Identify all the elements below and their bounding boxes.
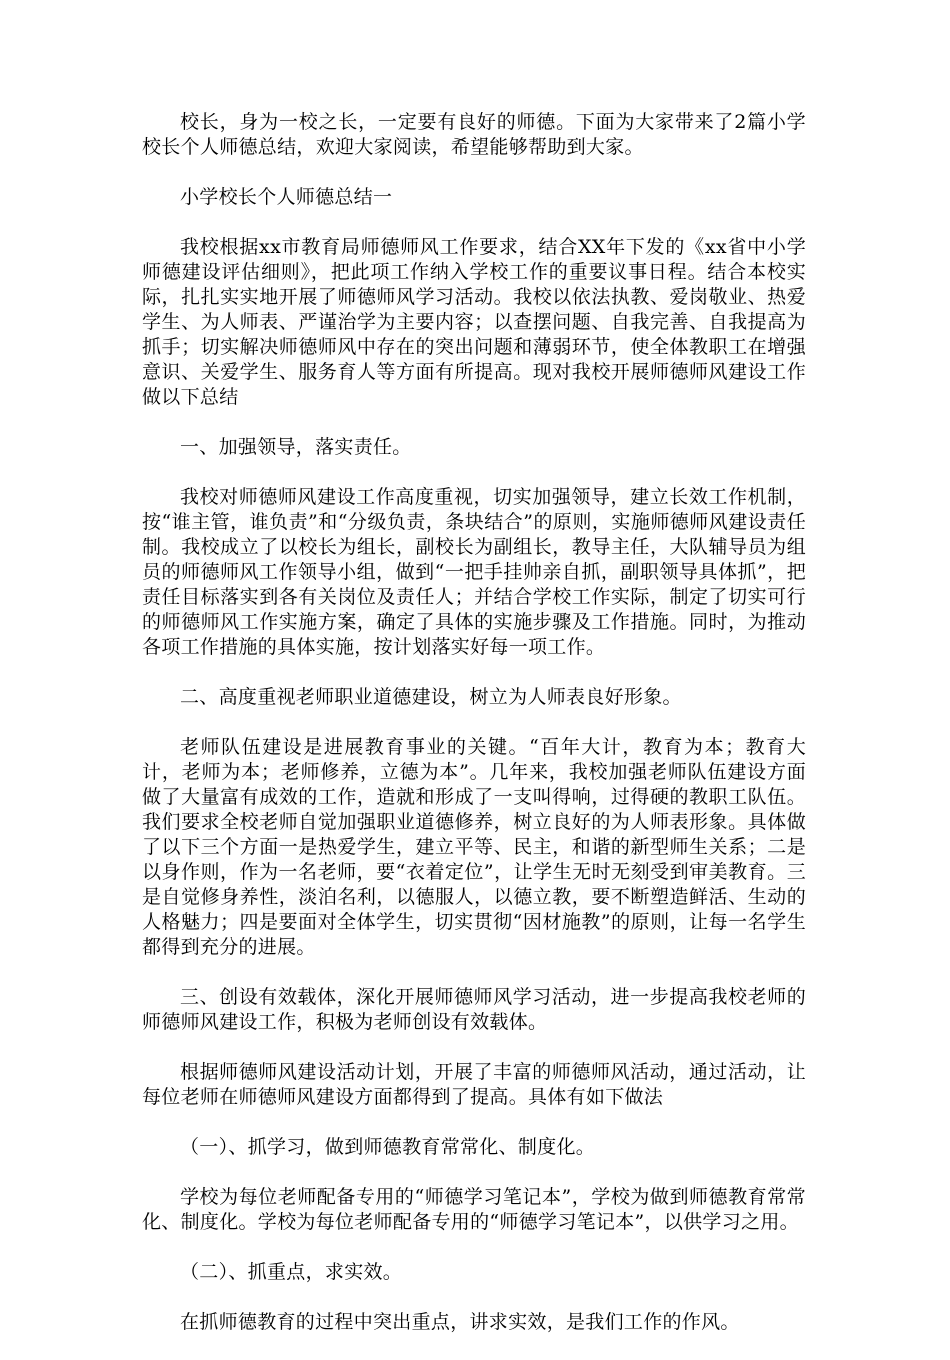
subsection-heading-1: （一）、抓学习，做到师德教育常常化、制度化。	[180, 1136, 596, 1158]
body-paragraph: 我校对师德师风建设工作高度重视，切实加强领导，建立长效工作机制，按“谁主管，谁负责”和“分级负责，条块结合”的原则，实施师德师风建设责任制。我校成立了以校长为组长，副校长为副组长，教导主任，大队辅导员为组员的师德师风工作领导小组，做到“一把手挂帅亲自抓，副职领导具体抓”，把责任目标落实到各有关岗位及责任人；并结合学校工作实际，制定了切实可行的师德师风工作实施方案，确定了具体的实施步骤及工作措施。同时，为推动各项工作措施的具体实施，按计划落实好每一项工作。	[142, 486, 806, 658]
section-heading-3: 三、创设有效载体，深化开展师德师风学习活动，进一步提高我校老师的师德师风建设工作，积极为老师创设有效载体。	[142, 986, 806, 1033]
section-heading-2: 二、高度重视老师职业道德建设，树立为人师表良好形象。	[180, 686, 682, 708]
intro-paragraph: 校长，身为一校之长，一定要有良好的师德。下面为大家带来了2篇小学校长个人师德总结，欢迎大家阅读，希望能够帮助到大家。	[142, 111, 806, 158]
section-title: 小学校长个人师德总结一	[180, 186, 393, 208]
body-paragraph: 根据师德师风建设活动计划，开展了丰富的师德师风活动，通过活动，让每位老师在师德师风建设方面都得到了提高。具体有如下做法	[142, 1061, 806, 1108]
body-paragraph: 我校根据xx市教育局师德师风工作要求，结合XX年下发的《xx省中小学师德建设评估细则》，把此项工作纳入学校工作的重要议事日程。结合本校实际，扎扎实实地开展了师德师风学习活动。我校以依法执教、爱岗敬业、热爱学生、为人师表、严谨治学为主要内容；以查摆问题、自我完善、自我提高为抓手；切实解决师德师风中存在的突出问题和薄弱环节，使全体教职工在增强意识、关爱学生、服务育人等方面有所提高。现对我校开展师德师风建设工作做以下总结	[142, 236, 806, 408]
body-paragraph: 在抓师德教育的过程中突出重点，讲求实效，是我们工作的作风。	[180, 1311, 740, 1333]
body-paragraph: 学校为每位老师配备专用的“师德学习笔记本”，学校为做到师德教育常常化、制度化。学校为每位老师配备专用的“师德学习笔记本”，以供学习之用。	[142, 1186, 806, 1233]
section-heading-1: 一、加强领导，落实责任。	[180, 436, 412, 458]
subsection-heading-2: （二）、抓重点，求实效。	[180, 1261, 403, 1283]
document-body	[142, 110, 806, 1360]
body-paragraph: 老师队伍建设是进展教育事业的关键。“百年大计，教育为本；教育大计，老师为本；老师修养，立德为本”。几年来，我校加强老师队伍建设方面做了大量富有成效的工作，造就和形成了一支叫得响，过得硬的教职工队伍。我们要求全校老师自觉加强职业道德修养，树立良好的为人师表形象。具体做了以下三个方面一是热爱学生，建立平等、民主，和谐的新型师生关系；二是以身作则，作为一名老师，要“衣着定位”，让学生无时无刻受到审美教育。三是自觉修身养性，淡泊名利，以德服人，以德立教，要不断塑造鲜活、生动的人格魅力；四是要面对全体学生，切实贯彻“因材施教”的原则，让每一名学生都得到充分的进展。	[142, 736, 806, 958]
